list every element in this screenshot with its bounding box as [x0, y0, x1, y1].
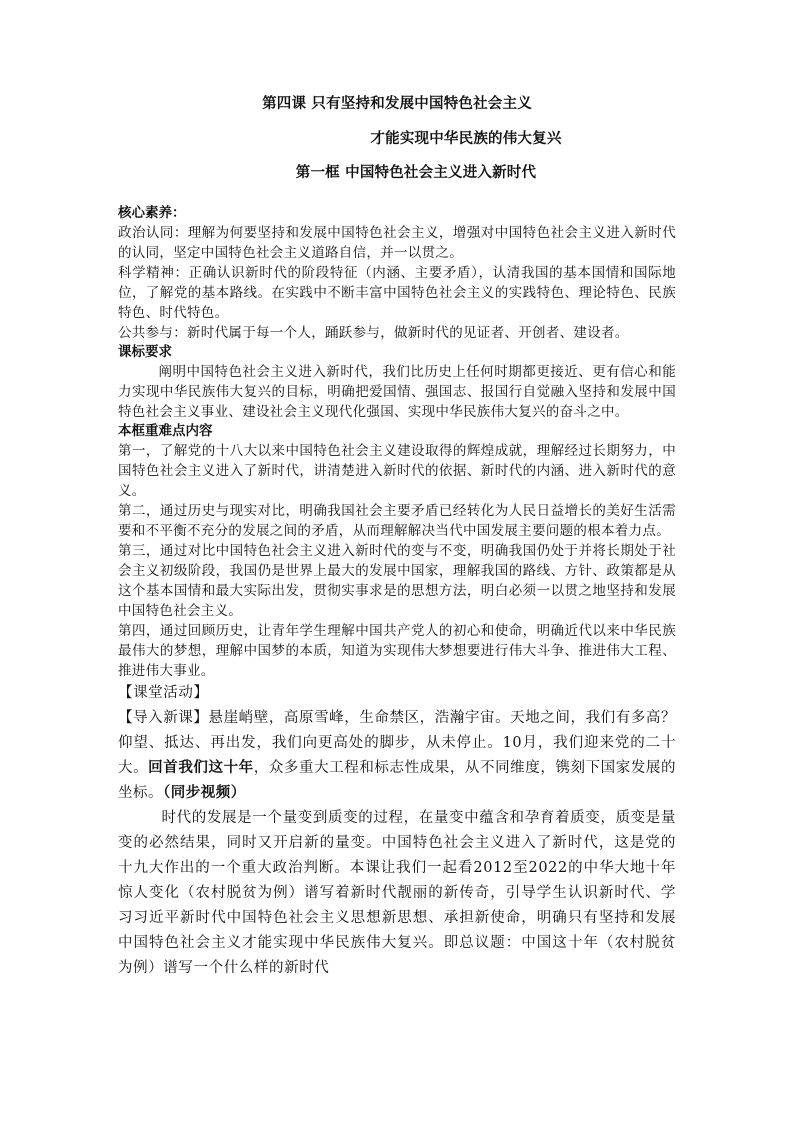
- lesson-title: 第四课 只有坚持和发展中国特色社会主义: [262, 96, 532, 112]
- key-point-3: 第三，通过对比中国特色社会主义进入新时代的变与不变，明确我国仍处于并将长期处于社会主义初级阶段，我国仍是世界上最大的发展中国家，理解我国的路线、方针、政策都是从这个基本国情和最大实际出发，贯彻实事求是的思想方法，明白必须一以贯之地坚持和发展中国特色社会主义。: [118, 543, 676, 619]
- intro-text-b: ，众多重大工程和标志性成果，从不同维度，镌刻下国家发展的坐标。: [118, 760, 677, 801]
- intro-tag: （同步视频）: [163, 785, 246, 801]
- key-point-4: 第四，通过回顾历史，让青年学生理解中国共产党人的初心和使命，明确近代以来中华民族最伟大的梦想，理解中国梦的本质，知道为实现伟大梦想要进行伟大斗争、推进伟大工程、推进伟大事业。: [118, 623, 676, 679]
- activity-heading: 【课堂活动】: [118, 685, 209, 701]
- section-title: 第一框 中国特色社会主义进入新时代: [295, 165, 537, 181]
- intro-paragraph: [118, 706, 676, 806]
- lesson-subtitle: 才能实现中华民族的伟大复兴: [370, 131, 562, 147]
- core-scientific: 科学精神：正确认识新时代的阶段特征（内涵、主要矛盾），认清我国的基本国情和国际地位，了解党的基本路线。在实践中不断丰富中国特色社会主义的实践特色、理论特色、民族特色、时代特色。: [118, 265, 676, 321]
- intro-bold: 回首我们这十年: [148, 760, 254, 776]
- key-point-1: 第一，了解党的十八大以来中国特色社会主义建设取得的辉煌成就，理解经过长期努力，中国特色社会主义进入了新时代，讲清楚进入新时代的依据、新时代的内涵、进入新时代的意义。: [118, 443, 676, 499]
- core-public: 公共参与：新时代属于每一个人，踊跃参与，做新时代的见证者、开创者、建设者。: [118, 325, 629, 341]
- standard-heading: 课标要求: [118, 344, 172, 360]
- core-political: 政治认同：理解为何要坚持和发展中国特色社会主义，增强对中国特色社会主义进入新时代的认同，坚定中国特色社会主义道路自信，并一以贯之。: [118, 225, 676, 261]
- key-heading: 本框重难点内容: [118, 423, 213, 439]
- activity-paragraph: 时代的发展是一个量变到质变的过程，在量变中蕴含和孕育着质变，质变是量变的必然结果，同时又开启新的量变。中国特色社会主义进入了新时代，这是党的十九大作出的一个重大政治判断。本课让我们一起看2012至2022的中华大地十年惊人变化（农村脱贫为例）谱写着新时代靓丽的新传奇，引导学生认识新时代、学习习近平新时代中国特色社会主义思想新思想、承担新使命，明确只有坚持和发展中国特色社会主义才能实现中华民族伟大复兴。即总议题：中国这十年（农村脱贫为例）谱写一个什么样的新时代: [118, 810, 676, 976]
- standard-text: 阐明中国特色社会主义进入新时代，我们比历史上任何时期都更接近、更有信心和能力实现中华民族伟大复兴的目标，明确把爱国情、强国志、报国行自觉融入坚持和发展中国特色社会主义事业、建设社会主义现代化强国、实现中华民族伟大复兴的奋斗之中。: [118, 364, 676, 420]
- core-heading: 核心素养：: [118, 205, 186, 221]
- key-point-2: 第二，通过历史与现实对比，明确我国社会主要矛盾已经转化为人民日益增长的美好生活需要和不平衡不充分的发展之间的矛盾，从而理解解决当代中国发展主要问题的根本着力点。: [118, 503, 676, 539]
- intro-label: 【导入新课】: [118, 710, 209, 726]
- intro-text-a: 悬崖峭壁，高原雪峰，生命禁区，浩瀚宇宙。天地之间，我们有多高？仰望、抵达、再出发，我们向更高处的脚步，从未停止。10月，我们迎来党的二十大。: [118, 710, 676, 776]
